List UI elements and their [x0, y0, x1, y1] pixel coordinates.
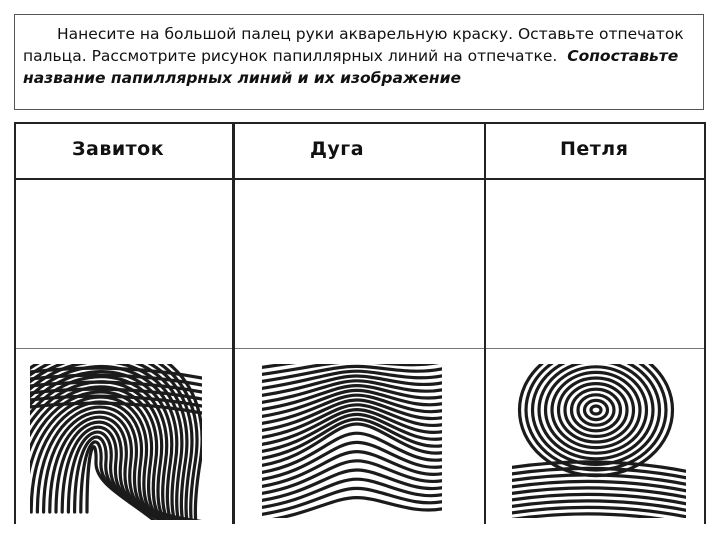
- instructions-emphasis: Сопоставьте название папиллярных линий и их изображение: [23, 47, 679, 87]
- table-row-divider: [14, 348, 706, 349]
- header-zavitok: Завиток: [72, 138, 165, 160]
- fingerprint-image-1: [30, 364, 202, 520]
- table-left-border: [14, 122, 16, 524]
- instructions-plain: Нанесите на большой палец руки акварельную краску. Оставьте отпечаток пальца. Рассмотрите рисунок папиллярных линий на отпечатке.: [23, 25, 684, 65]
- fingerprint-image-3: [512, 364, 686, 518]
- table-top-border: [14, 122, 706, 124]
- table-col-divider-2: [484, 122, 486, 524]
- header-petlya: Петля: [560, 138, 629, 160]
- header-duga: Дуга: [310, 138, 365, 160]
- fingerprint-image-2: [262, 364, 442, 518]
- table-header-divider: [14, 178, 706, 180]
- table-col-divider-1: [232, 122, 235, 524]
- instructions-text: [23, 23, 695, 89]
- instructions-box: [14, 14, 704, 110]
- table-right-border: [704, 122, 706, 524]
